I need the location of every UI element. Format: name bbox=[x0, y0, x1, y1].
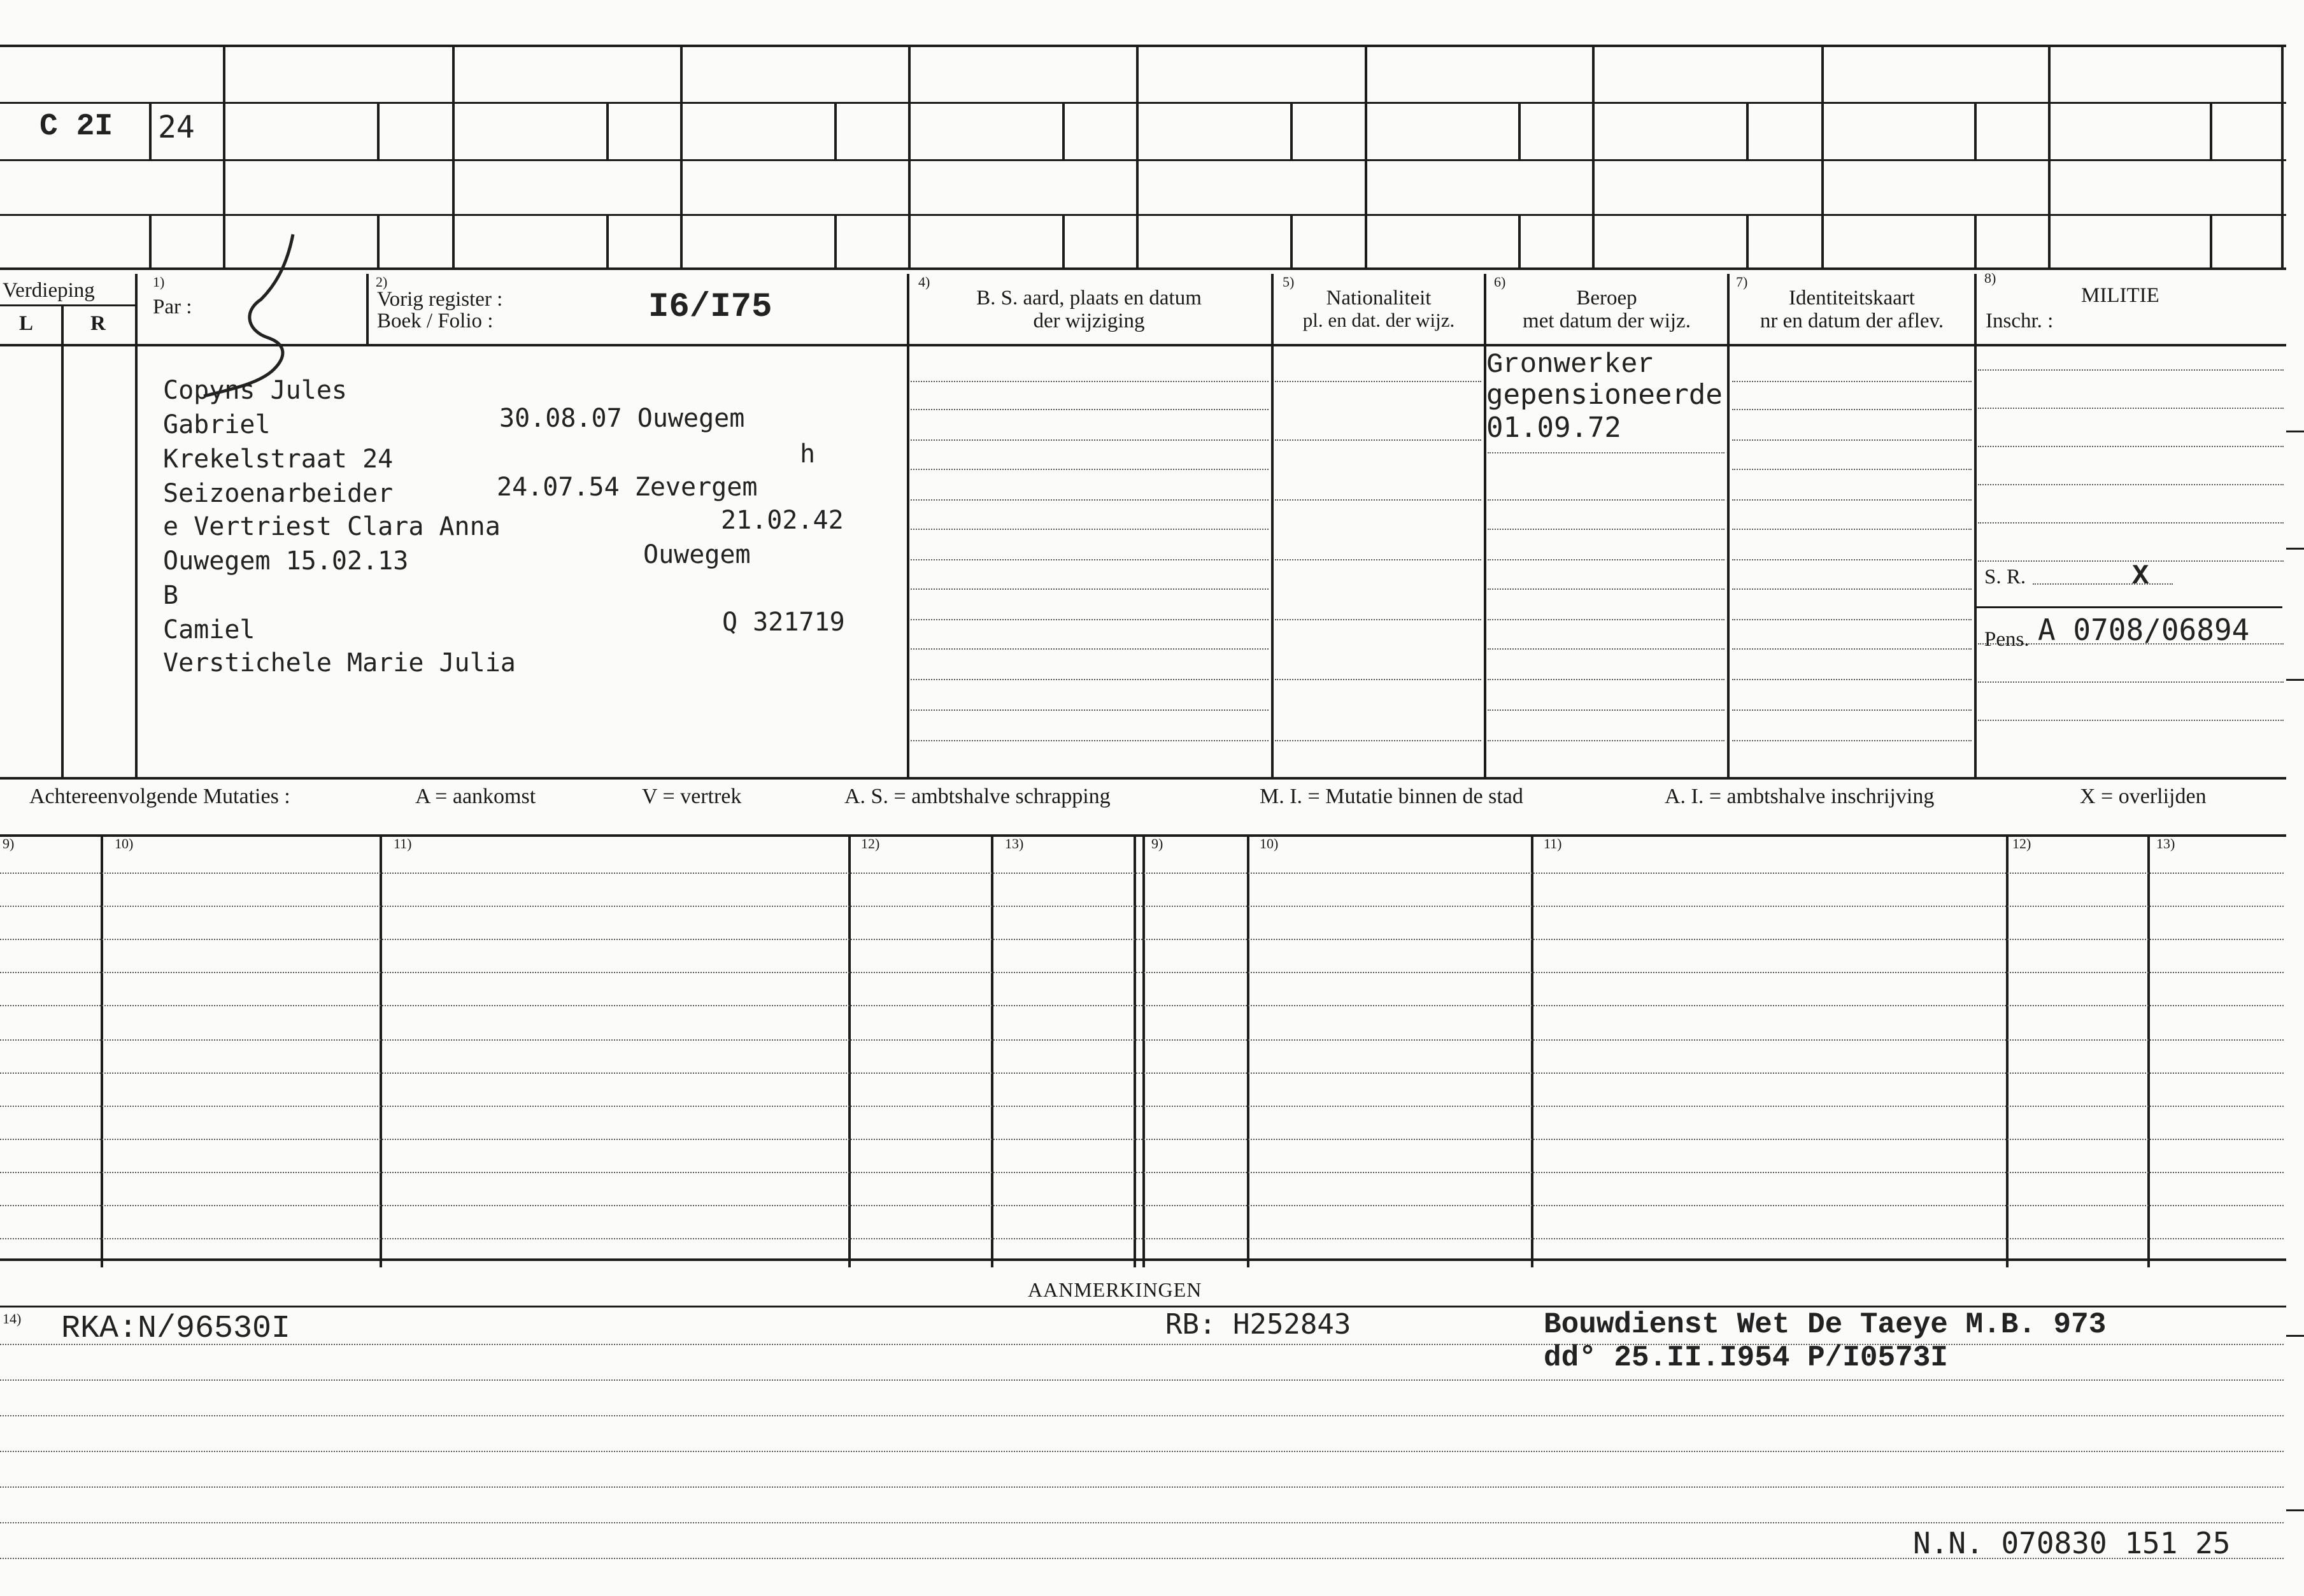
beroep-line1: Beroep bbox=[1576, 287, 1637, 310]
mil-num: 8) bbox=[1984, 270, 1996, 286]
person-line4: Seizoenarbeider bbox=[163, 479, 394, 508]
person-line5: e Vertriest Clara Anna bbox=[163, 512, 501, 541]
person-line6-place: Ouwegem bbox=[643, 540, 751, 569]
l-label: L bbox=[19, 312, 34, 335]
beroep-line2: gepensioneerde bbox=[1486, 378, 1723, 411]
mut-col-12b: 12) bbox=[2012, 836, 2031, 851]
person-line8-code: Q 321719 bbox=[722, 608, 845, 637]
par-label: Par : bbox=[153, 296, 192, 318]
mut-col-10a: 10) bbox=[115, 836, 134, 851]
vorig-num: 2) bbox=[376, 274, 388, 290]
nn-number: N.N. 070830 151 25 bbox=[1913, 1526, 2231, 1560]
remarks-bouwdienst: Bouwdienst Wet De Taeye M.B. 973 bbox=[1544, 1308, 2107, 1341]
boek-folio-label: Boek / Folio : bbox=[377, 310, 494, 332]
remarks-rka: RKA:N/96530I bbox=[61, 1311, 291, 1347]
mutation-a: A = aankomst bbox=[415, 785, 536, 808]
nat-num: 5) bbox=[1283, 274, 1295, 290]
mutations-title: Achtereenvolgende Mutaties : bbox=[29, 785, 290, 808]
person-line9: Verstichele Marie Julia bbox=[163, 648, 516, 678]
nat-line1: Nationaliteit bbox=[1326, 287, 1432, 310]
person-line1: Copyns Jules bbox=[163, 376, 347, 405]
id-num: 7) bbox=[1736, 274, 1748, 290]
person-line7: B bbox=[163, 581, 179, 610]
remarks-dd: dd° 25.II.I954 P/I0573I bbox=[1544, 1341, 1948, 1374]
r-label: R bbox=[90, 312, 106, 335]
beroep-line3: 01.09.72 bbox=[1486, 411, 1621, 444]
person-line6: Ouwegem 15.02.13 bbox=[163, 546, 409, 576]
mutation-as: A. S. = ambtshalve schrapping bbox=[844, 785, 1111, 808]
mutation-x: X = overlijden bbox=[2080, 785, 2207, 808]
beroep-line1: Gronwerker bbox=[1486, 349, 1655, 381]
inschr-label: Inschr. : bbox=[1986, 310, 2054, 332]
sr-label: S. R. bbox=[1984, 566, 2026, 588]
mutation-mi: M. I. = Mutatie binnen de stad bbox=[1260, 785, 1523, 808]
person-line2: Gabriel bbox=[163, 410, 271, 439]
remarks-num: 14) bbox=[3, 1311, 22, 1327]
beroep-line2: met datum der wijz. bbox=[1523, 310, 1691, 332]
id-line2: nr en datum der aflev. bbox=[1760, 310, 1944, 332]
mut-col-11b: 11) bbox=[1544, 836, 1562, 851]
sr-value: X bbox=[2132, 560, 2149, 592]
nat-line2: pl. en dat. der wijz. bbox=[1302, 309, 1455, 331]
card-number: 24 bbox=[158, 110, 195, 145]
mut-col-9a: 9) bbox=[3, 836, 15, 851]
mut-col-13b: 13) bbox=[2156, 836, 2175, 851]
pens-value: A 0708/06894 bbox=[2038, 613, 2250, 647]
beroep-num: 6) bbox=[1494, 274, 1506, 290]
id-line1: Identiteitskaart bbox=[1789, 287, 1915, 310]
person-line4-date: 24.07.54 Zevergem bbox=[497, 473, 758, 502]
mut-col-9b: 9) bbox=[1151, 836, 1163, 851]
bs-line1: B. S. aard, plaats en datum bbox=[976, 287, 1202, 310]
vorig-register-label: Vorig register : bbox=[377, 288, 503, 311]
mut-col-10b: 10) bbox=[1260, 836, 1279, 851]
mutation-v: V = vertrek bbox=[642, 785, 742, 808]
series-code: C 2I bbox=[39, 110, 113, 144]
par-num: 1) bbox=[153, 274, 165, 290]
person-line8: Camiel bbox=[163, 615, 255, 645]
mut-col-13a: 13) bbox=[1005, 836, 1024, 851]
remarks-rb: RB: H252843 bbox=[1165, 1308, 1351, 1341]
mutation-ai: A. I. = ambtshalve inschrijving bbox=[1665, 785, 1935, 808]
person-line5-date: 21.02.42 bbox=[721, 506, 844, 535]
person-line2-date: 30.08.07 Ouwegem bbox=[499, 404, 745, 433]
pens-label: Pens. bbox=[1984, 628, 2030, 651]
militie-label: MILITIE bbox=[2081, 284, 2159, 307]
verdieping-label: Verdieping bbox=[3, 279, 95, 302]
boek-folio-value: I6/I75 bbox=[648, 288, 772, 327]
person-line3: Krekelstraat 24 bbox=[163, 445, 394, 474]
remarks-title: AANMERKINGEN bbox=[1028, 1278, 1202, 1301]
bs-line2: der wijziging bbox=[1033, 310, 1145, 332]
mut-col-11a: 11) bbox=[394, 836, 412, 851]
mut-col-12a: 12) bbox=[861, 836, 880, 851]
bs-num: 4) bbox=[918, 274, 930, 290]
person-line3-mark: h bbox=[800, 439, 816, 469]
